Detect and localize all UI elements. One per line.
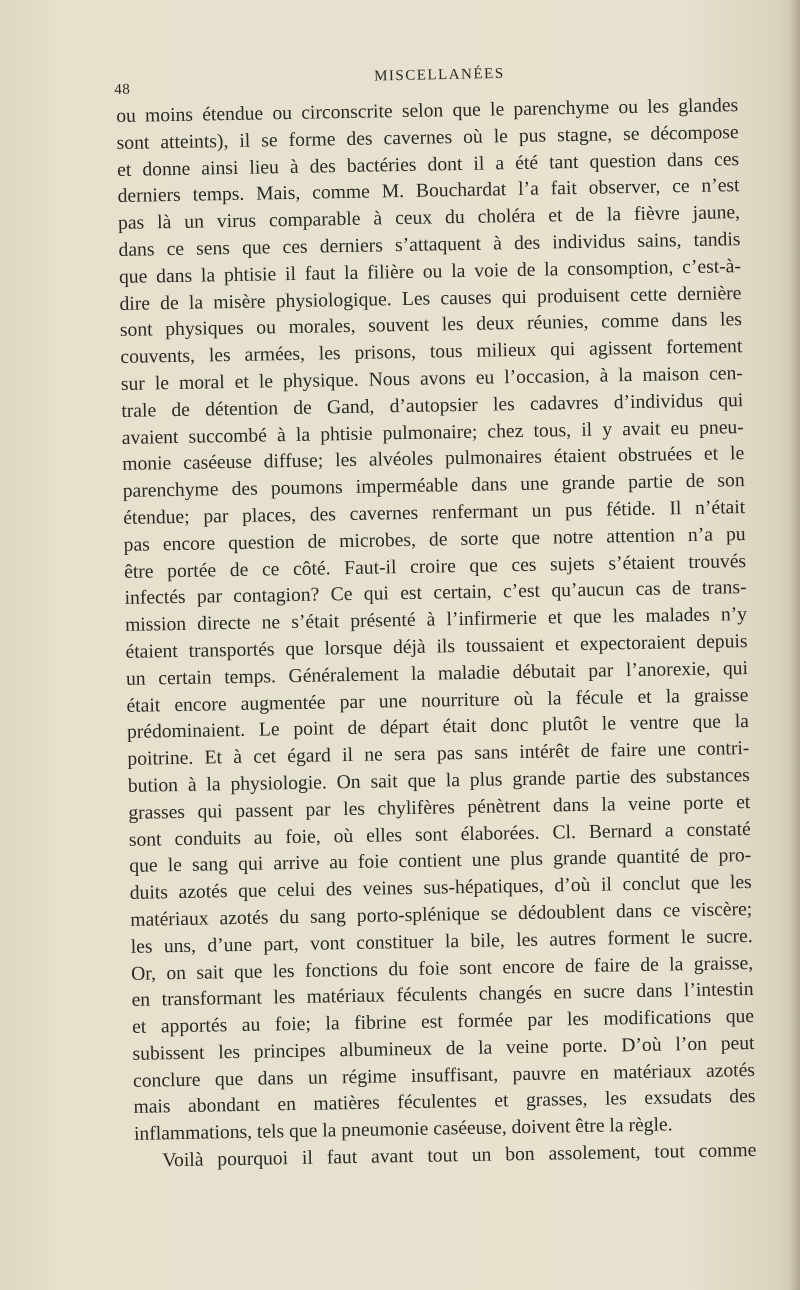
text-line: que le sang qui arrive au foie contient une plus grande quantité de pro- — [129, 845, 752, 878]
text-line: derniers temps. Mais, comme M. Bouchardat l’a fait observer, ce n’est — [117, 175, 740, 208]
text-line: avaient succombé à la phtisie pulmonaire; chez tous, il y avait eu pneu- — [121, 416, 744, 449]
text-line: un certain temps. Généralement la maladie débutait par l’anorexie, qui — [125, 657, 749, 690]
text-line: et donne ainsi lieu à des bactéries dont il a été tant question dans ces — [116, 148, 740, 181]
body-text — [116, 93, 757, 1176]
text-line: ou moins étendue ou circonscrite selon que le parenchyme ou les glandes — [116, 95, 739, 127]
text-line: dans ce sens que ces derniers s’attaquent à des individus sains, tandis — [118, 229, 741, 261]
text-line: infectés par contagion? Ce qui est certain, c’est qu’aucun cas de trans- — [124, 577, 747, 610]
text-line: duits azotés que celui des veines sus-hépatiques, d’où il conclut que les — [129, 872, 752, 904]
text-line: que dans la phtisie il faut la filière ou la voie de la consomption, c’est-à- — [118, 255, 742, 288]
text-line: étendue; par places, des cavernes renfermant un pus fétide. Il n’était — [123, 497, 746, 529]
text-line: Or, on sait que les fonctions du foie sont encore de faire de la graisse, — [131, 952, 754, 985]
text-line: prédominaient. Le point de départ était donc plutôt le ventre que la — [126, 711, 750, 744]
text-line: était encore augmentée par une nourriture où la fécule et la graisse — [126, 684, 749, 717]
page-number: 48 — [114, 81, 131, 98]
text-line: mission directe ne s’était présenté à l’infirmerie et que les malades n’y — [124, 604, 748, 637]
text-line: être portée de ce côté. Faut-il croire que ces sujets s’étaient trouvés — [123, 550, 747, 583]
text-line: poitrine. Et à cet égard il ne sera pas sans intérêt de faire une contri- — [127, 738, 750, 771]
page-edge-shadow — [790, 0, 800, 1290]
text-line: bution à la physiologie. On sait que la plus grande partie des substances — [127, 764, 750, 797]
text-line: subissent les principes albumineux de la veine porte. D’où l’on peut — [132, 1032, 755, 1065]
text-line: les uns, d’une part, vont constituer la bile, les autres forment le sucre. — [130, 925, 753, 958]
text-line: pas là un virus comparable à ceux du choléra et de la fièvre jaune, — [117, 202, 741, 235]
text-line: sont conduits au foie, où elles sont élaborées. Cl. Bernard a constaté — [128, 818, 751, 851]
text-line: dire de la misère physiologique. Les causes qui produisent cette dernière — [119, 282, 742, 315]
text-line: grasses qui passent par les chylifères pénètrent dans la veine porte et — [128, 791, 751, 824]
text-line: pas encore question de microbes, de sorte que notre attention n’a pu — [123, 523, 746, 556]
text-line: mais abondant en matières féculentes et grasses, les exsudats des — [133, 1086, 756, 1119]
text-line: monie caséeuse diffuse; les alvéoles pulmonaires étaient obstruées et le — [122, 443, 745, 476]
text-line: Voilà pourquoi il faut avant tout un bon assolement, tout comme — [162, 1140, 757, 1172]
text-line: en transformant les matériaux féculents changés en sucre dans l’intestin — [131, 979, 754, 1012]
text-line: couvents, les armées, les prisons, tous milieux qui agissent fortement — [120, 336, 743, 369]
running-title: MISCELLANÉES — [373, 65, 505, 85]
text-line: matériaux azotés du sang porto-splénique se dédoublent dans ce viscère; — [130, 898, 753, 931]
text-line: parenchyme des poumons imperméable dans une grande partie de son — [122, 470, 745, 503]
text-line: et apportés au foie; la fibrine est formée par les modifications que — [131, 1006, 755, 1038]
text-line: sont atteints), il se forme des cavernes où le pus stagne, se décompose — [116, 121, 739, 154]
text-line: sont physiques ou morales, souvent les deux réunies, comme dans les — [119, 309, 743, 342]
text-line: inflammations, tels que la pneumonie caséeuse, doivent être la règle. — [133, 1114, 673, 1146]
text-line: trale de détention de Gand, d’autopsier les cadavres d’individus qui — [121, 389, 744, 422]
text-line: sur le moral et le physique. Nous avons eu l’occasion, à la maison cen- — [120, 363, 743, 395]
text-line: étaient transportés que lorsque déjà ils toussaient et expectoraient depuis — [125, 631, 748, 663]
text-line: conclure que dans un régime insuffisant, pauvre en matériaux azotés — [132, 1059, 756, 1092]
